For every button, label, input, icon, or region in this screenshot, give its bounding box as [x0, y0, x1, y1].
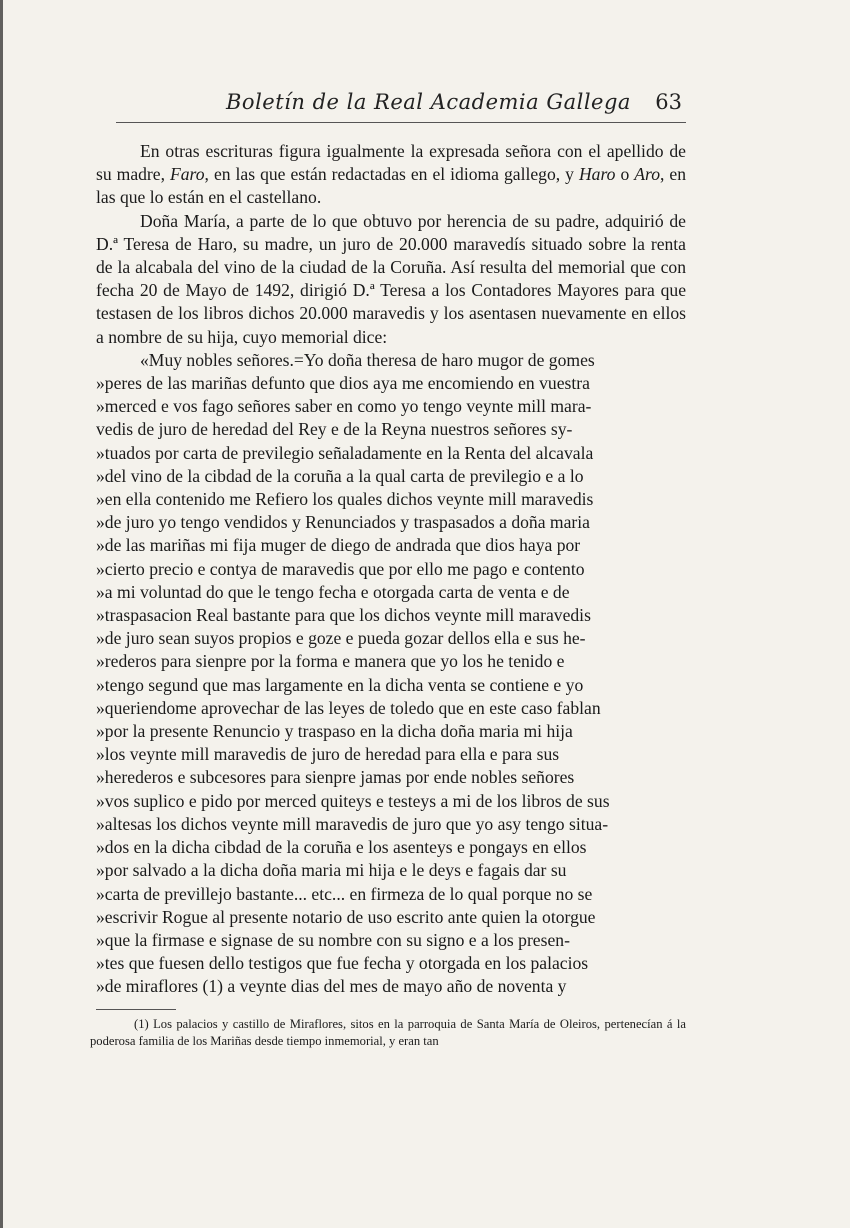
quote-line: »por salvado a la dicha doña maria mi hija e le deys e fagais dar su — [96, 860, 567, 881]
quote-line: »vos suplico e pido por merced quiteys e testeys a mi de los libros de sus — [96, 790, 610, 811]
quote-line: »rederos para sienpre por la forma e manera que yo los he tenido e — [96, 651, 565, 672]
quote-line: »de las mariñas mi fija muger de diego de andrada que dios haya por — [96, 535, 581, 556]
quote-line: »escrivir Rogue al presente notario de uso escrito ante quien la otorgue — [96, 906, 596, 927]
paragraph-1: En otras escrituras figura igualmente la expresada señora con el apellido de su madre, Faro, en las que están redactadas en el idioma gallego, y Haro o Aro, en las que lo están en el castellano. — [96, 141, 686, 208]
footnote: (1) Los palacios y castillo de Miraflores, sitos en la parroquia de Santa María de Oleiros, pertenecían á la poderosa familia de los Mariñas desde tiempo inmemorial, y eran tan — [90, 1016, 686, 1048]
header-rule — [116, 122, 686, 123]
quote-line: »tengo segund que mas largamente en la dicha venta se contiene e yo — [96, 674, 584, 695]
quote-line: «Muy nobles señores.=Yo doña theresa de haro mugor de gomes — [140, 349, 595, 370]
surname-haro: Haro — [578, 164, 616, 185]
quote-line: »herederos e subcesores para sienpre jamas por ende nobles señores — [96, 767, 575, 788]
quote-line: »los veynte mill maravedis de juro de heredad para ella e para sus — [96, 744, 560, 765]
quote-line: »merced e vos fago señores saber en como yo tengo veynte mill mara- — [96, 396, 592, 417]
surname-faro: Faro — [170, 164, 205, 185]
document-page — [90, 86, 686, 1062]
quote-line: »por la presente Renuncio y traspaso en la dicha doña maria mi hija — [96, 721, 573, 742]
quote-line: »carta de previllejo bastante... etc... en firmeza de lo qual porque no se — [96, 883, 593, 904]
quote-line: »del vino de la cibdad de la coruña a la qual carta de previlegio e a lo — [96, 465, 584, 486]
memorial-quote — [96, 349, 686, 999]
page-binding-edge — [0, 0, 3, 1228]
quote-line: »queriendome aprovechar de las leyes de toledo que en este caso fablan — [96, 697, 601, 718]
quote-line: »cierto precio e contya de maravedis que por ello me pago e contento — [96, 558, 585, 579]
quote-line: »traspasacion Real bastante para que los dichos veynte mill maravedis — [96, 605, 591, 626]
quote-line: »que la firmase e signase de su nombre con su signo e a los presen- — [96, 929, 570, 950]
quote-line: »de miraflores (1) a veynte dias del mes de mayo año de noventa y — [96, 976, 567, 997]
quote-line: »en ella contenido me Refiero los quales dichos veynte mill maravedis — [96, 489, 594, 510]
footnote-rule — [96, 1009, 176, 1010]
quote-line: »peres de las mariñas defunto que dios aya me encomiendo en vuestra — [96, 373, 590, 394]
quote-line: »a mi voluntad do que le tengo fecha e otorgada carta de venta e de — [96, 581, 570, 602]
quote-line: vedis de juro de heredad del Rey e de la Reyna nuestros señores sy- — [96, 419, 573, 440]
page-number: 63 — [655, 90, 682, 114]
surname-aro: Aro — [634, 164, 660, 185]
quote-line: »altesas los dichos veynte mill maravedis de juro que yo asy tengo situa- — [96, 813, 609, 834]
body-text — [96, 140, 686, 999]
quote-line: »dos en la dicha cibdad de la coruña e los asenteys e pongays en ellos — [96, 837, 587, 858]
quote-line: »tuados por carta de previlegio señaladamente en la Renta del alcavala — [96, 442, 594, 463]
quote-line: »de juro sean suyos propios e goze e pueda gozar dellos ella e sus he- — [96, 628, 586, 649]
quote-line: »tes que fuesen dello testigos que fue fecha y otorgada en los palacios — [96, 953, 589, 974]
header-title: Boletín de la Real Academia Gallega — [226, 90, 631, 114]
paragraph-2: Doña María, a parte de lo que obtuvo por herencia de su padre, adquirió de D.ª Teresa de Haro, su madre, un juro de 20.000 maravedís situado sobre la renta de la alcabala del vino de la ciudad de la Coruña. Así resulta del memorial que con fecha 20 de Mayo de 1492, dirigió D.ª Teresa a los Contadores Mayores para que testasen de los libros dichos 20.000 maravedis y los asentasen nuevamente en ellos a nombre de su hija, cuyo memorial dice: — [96, 210, 686, 347]
running-header — [96, 86, 686, 122]
quote-line: »de juro yo tengo vendidos y Renunciados y traspasados a doña maria — [96, 512, 590, 533]
